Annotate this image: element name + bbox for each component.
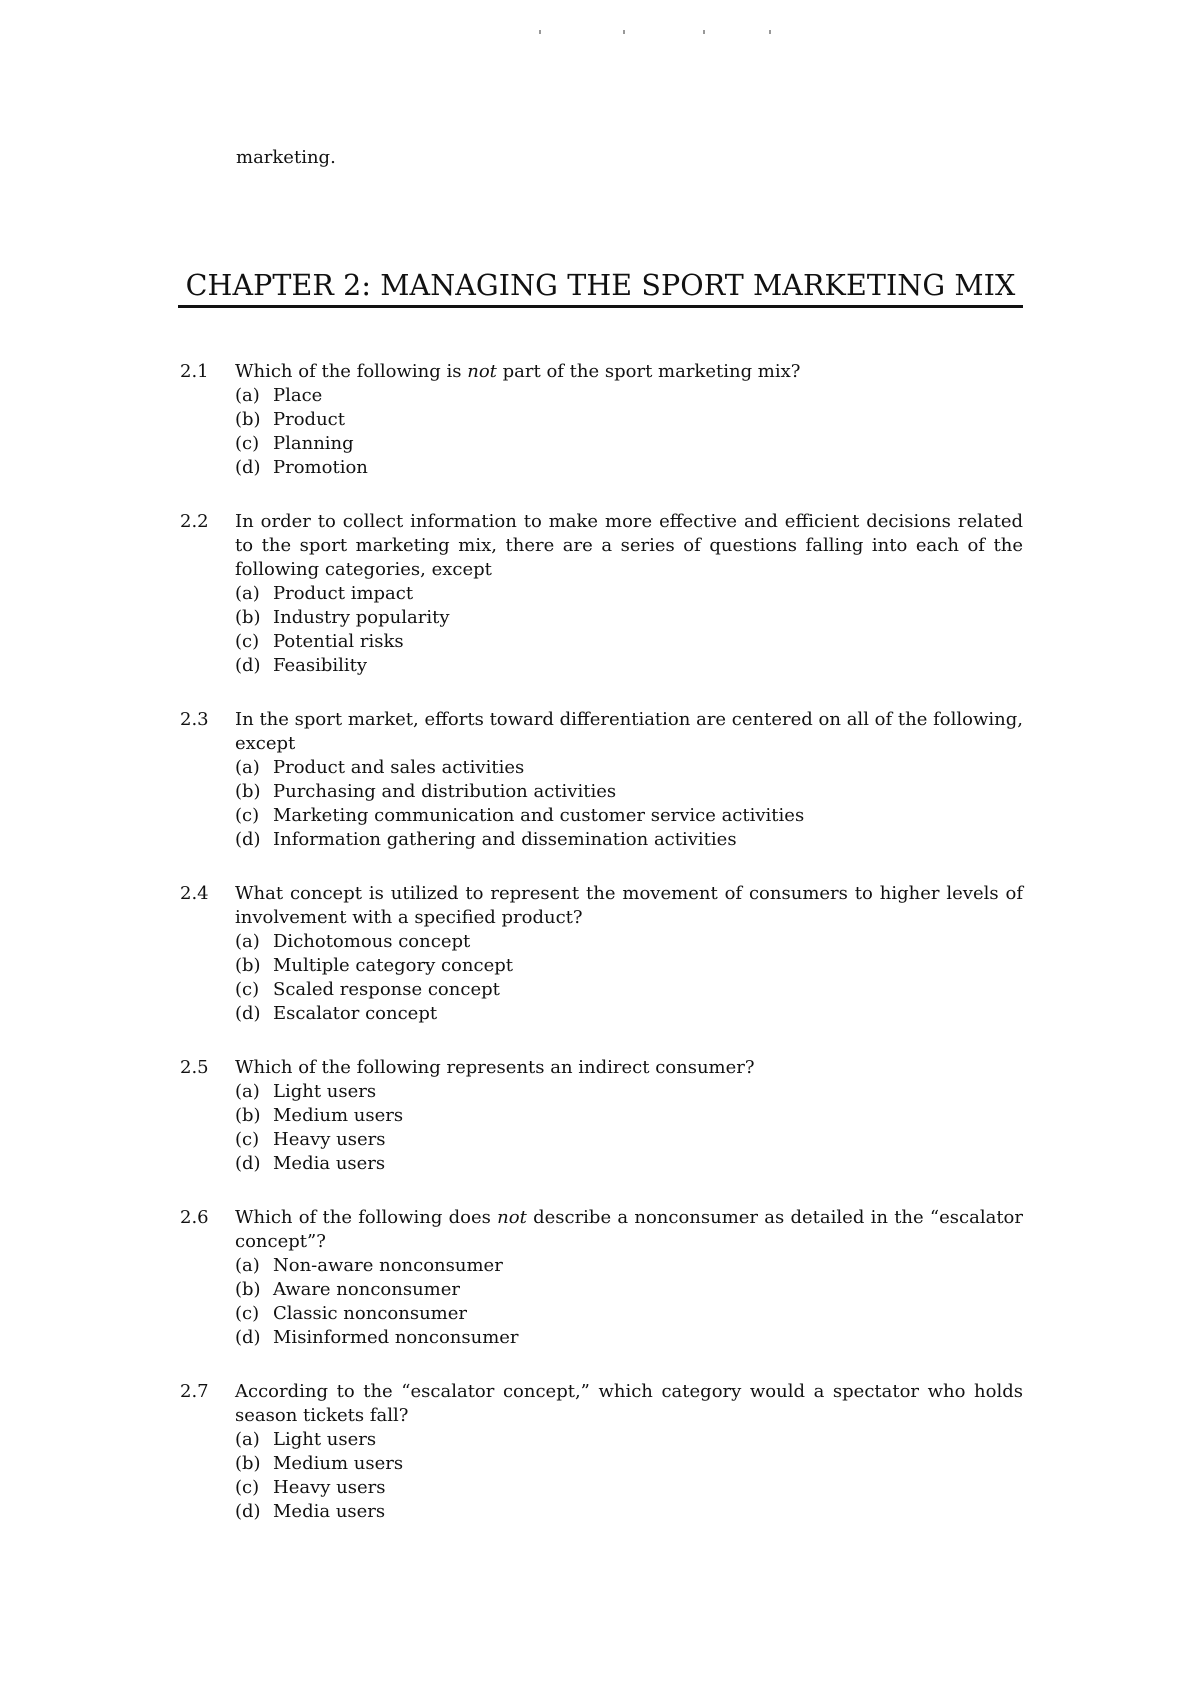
option-letter: (b) [235, 607, 261, 628]
answer-option [235, 804, 1023, 828]
answer-option [235, 630, 1023, 654]
question-number: 2.5 [180, 1057, 209, 1078]
option-text: Place [273, 385, 323, 406]
question-text-part: Which of the following is [235, 361, 468, 382]
question-text-emphasis: not [467, 361, 497, 382]
question-text [235, 1380, 1023, 1428]
question-text-emphasis: not [497, 1207, 527, 1228]
option-text: Promotion [273, 457, 368, 478]
answer-option [235, 1152, 1023, 1176]
option-text: Heavy users [273, 1129, 386, 1150]
option-letter: (b) [235, 781, 261, 802]
option-text: Product and sales activities [273, 757, 525, 778]
question-text-part: In the sport market, efforts toward differentiation are centered on all of the following, except [235, 709, 1023, 754]
chapter-title-rule [178, 305, 1023, 308]
question-list [178, 360, 1023, 1554]
header-mark [703, 30, 705, 34]
answer-option [235, 384, 1023, 408]
option-letter: (a) [235, 385, 260, 406]
answer-option [235, 828, 1023, 852]
question-2-7 [178, 1380, 1023, 1524]
header-mark [769, 30, 771, 34]
option-text: Product impact [273, 583, 414, 604]
option-letter: (a) [235, 1255, 260, 1276]
answer-option [235, 1452, 1023, 1476]
answer-option [235, 1128, 1023, 1152]
answer-option [235, 1104, 1023, 1128]
option-letter: (b) [235, 409, 261, 430]
option-text: Marketing communication and customer service activities [273, 805, 805, 826]
question-text-part: In order to collect information to make more effective and efficient decisions related to the sport marketing mix, there are a series of questions falling into each of the following categories, except [235, 511, 1023, 580]
option-text: Information gathering and dissemination activities [273, 829, 737, 850]
option-letter: (a) [235, 1081, 260, 1102]
answer-option [235, 1476, 1023, 1500]
question-text [235, 708, 1023, 756]
answer-option [235, 408, 1023, 432]
question-2-1 [178, 360, 1023, 480]
option-text: Non-aware nonconsumer [273, 1255, 503, 1276]
option-letter: (c) [235, 631, 260, 652]
answer-option [235, 1302, 1023, 1326]
question-text [235, 1206, 1023, 1254]
question-text [235, 882, 1023, 930]
option-letter: (c) [235, 433, 260, 454]
option-letter: (b) [235, 1453, 261, 1474]
option-text: Light users [273, 1429, 377, 1450]
question-2-4 [178, 882, 1023, 1026]
chapter-title: CHAPTER 2: MANAGING THE SPORT MARKETING MIX [185, 269, 1016, 302]
question-2-6 [178, 1206, 1023, 1350]
answer-option [235, 654, 1023, 678]
question-number: 2.7 [180, 1381, 209, 1402]
option-letter: (d) [235, 1327, 261, 1348]
option-text: Escalator concept [273, 1003, 438, 1024]
option-text: Classic nonconsumer [273, 1303, 467, 1324]
option-text: Industry popularity [273, 607, 450, 628]
option-letter: (a) [235, 1429, 260, 1450]
option-letter: (c) [235, 1129, 260, 1150]
option-text: Media users [273, 1153, 386, 1174]
question-text-part: Which of the following does [235, 1207, 498, 1228]
continuation-text: marketing. [236, 147, 336, 168]
answer-option [235, 756, 1023, 780]
question-2-5 [178, 1056, 1023, 1176]
header-marks [535, 30, 775, 38]
option-letter: (a) [235, 931, 260, 952]
answer-option [235, 1326, 1023, 1350]
option-text: Heavy users [273, 1477, 386, 1498]
option-letter: (c) [235, 1303, 260, 1324]
question-text-part: According to the “escalator concept,” which category would a spectator who holds season tickets fall? [235, 1381, 1023, 1426]
answer-option [235, 606, 1023, 630]
option-text: Media users [273, 1501, 386, 1522]
option-letter: (c) [235, 979, 260, 1000]
answer-option [235, 1428, 1023, 1452]
answer-option [235, 1254, 1023, 1278]
answer-option [235, 1080, 1023, 1104]
option-letter: (d) [235, 1153, 261, 1174]
option-text: Planning [273, 433, 354, 454]
header-mark [623, 30, 625, 34]
option-text: Light users [273, 1081, 377, 1102]
question-text-part: describe a nonconsumer as detailed in the “escalator concept”? [235, 1207, 1023, 1252]
answer-option [235, 780, 1023, 804]
answer-option [235, 954, 1023, 978]
question-number: 2.3 [180, 709, 209, 730]
question-text [235, 360, 1023, 384]
option-letter: (b) [235, 1105, 261, 1126]
answer-option [235, 978, 1023, 1002]
option-text: Aware nonconsumer [273, 1279, 460, 1300]
option-letter: (c) [235, 805, 260, 826]
answer-option [235, 432, 1023, 456]
question-number: 2.2 [180, 511, 209, 532]
question-text-part: Which of the following represents an indirect consumer? [235, 1057, 755, 1078]
question-2-3 [178, 708, 1023, 852]
option-letter: (c) [235, 1477, 260, 1498]
option-letter: (b) [235, 1279, 261, 1300]
question-text [235, 510, 1023, 582]
option-letter: (d) [235, 655, 261, 676]
answer-option [235, 1002, 1023, 1026]
question-text-part: What concept is utilized to represent the movement of consumers to higher levels of involvement with a specified product? [235, 883, 1023, 928]
option-text: Purchasing and distribution activities [273, 781, 617, 802]
option-text: Medium users [273, 1105, 404, 1126]
option-text: Misinformed nonconsumer [273, 1327, 519, 1348]
option-text: Multiple category concept [273, 955, 513, 976]
answer-option [235, 930, 1023, 954]
option-text: Feasibility [273, 655, 368, 676]
option-letter: (d) [235, 829, 261, 850]
option-letter: (a) [235, 757, 260, 778]
header-mark [539, 30, 541, 34]
question-number: 2.4 [180, 883, 209, 904]
option-letter: (d) [235, 1003, 261, 1024]
option-letter: (a) [235, 583, 260, 604]
question-text-part: part of the sport marketing mix? [496, 361, 801, 382]
answer-option [235, 582, 1023, 606]
answer-option [235, 456, 1023, 480]
option-letter: (d) [235, 1501, 261, 1522]
option-text: Medium users [273, 1453, 404, 1474]
option-letter: (b) [235, 955, 261, 976]
option-text: Potential risks [273, 631, 404, 652]
question-text [235, 1056, 1023, 1080]
question-number: 2.1 [180, 361, 209, 382]
answer-option [235, 1500, 1023, 1524]
question-2-2 [178, 510, 1023, 678]
option-text: Product [273, 409, 345, 430]
option-text: Scaled response concept [273, 979, 500, 1000]
option-letter: (d) [235, 457, 261, 478]
option-text: Dichotomous concept [273, 931, 471, 952]
answer-option [235, 1278, 1023, 1302]
question-number: 2.6 [180, 1207, 209, 1228]
